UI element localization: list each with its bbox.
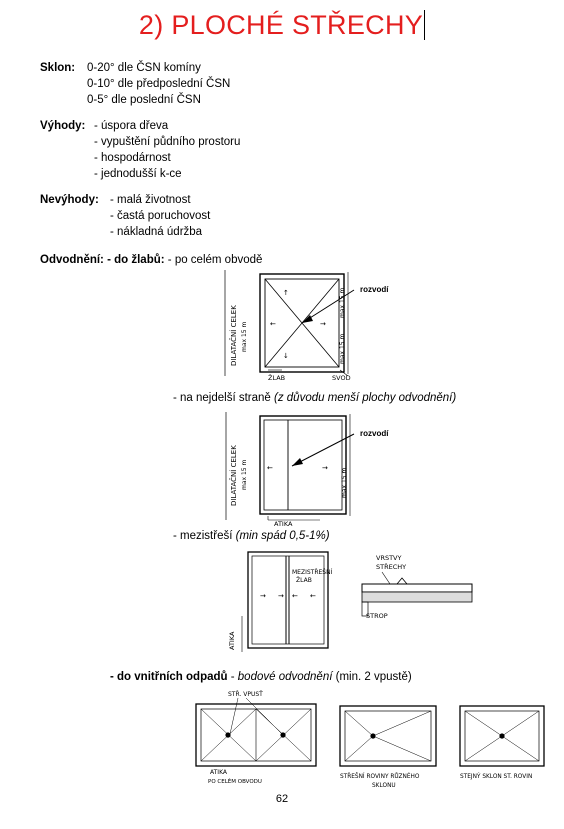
roof-outline: [260, 416, 346, 514]
ridge-line: [373, 736, 431, 761]
strechy-label: STŘECHY: [376, 563, 407, 571]
stejny-sklon-label: STEJNÝ SKLON ST. ROVIN: [460, 774, 533, 780]
vyhody-item-4: - jednodušší k-ce: [94, 168, 182, 180]
arrow-left: ←: [310, 592, 316, 600]
strana-text: - na nejdelší straně: [173, 392, 271, 404]
arrow-right: →: [260, 592, 266, 600]
drain-point: [499, 733, 504, 738]
max-label: max 15 m: [341, 467, 348, 498]
zlab-label: ŽLAB: [268, 374, 286, 382]
po-celem-label: PO CELÉM OBVODU: [208, 779, 262, 785]
arrow-right: →: [320, 320, 326, 328]
odpady-tail: (min. 2 vpustě): [332, 671, 412, 683]
text-cursor: [424, 10, 425, 40]
page-title: [0, 10, 564, 41]
page-title-text: 2) PLOCHÉ STŘECHY: [138, 10, 424, 40]
mezistresi-line: [173, 528, 330, 544]
arrow-right: →: [278, 592, 284, 600]
atika-label: ATIKA: [210, 769, 228, 776]
rozvodi-label: rozvodí: [360, 285, 389, 294]
drain-point: [370, 733, 375, 738]
drain-point: [280, 732, 285, 737]
gutter-section: [397, 578, 407, 584]
odvodneni-obvod: - po celém obvodě: [167, 254, 263, 266]
arrow-left: ←: [267, 464, 273, 472]
diagram-perimeter-drainage: [220, 268, 389, 386]
odpady-bold: - do vnitřních odpadů: [110, 671, 228, 683]
sklon-line-3: 0-5° dle poslední ČSN: [87, 94, 201, 106]
atika-label: ATIKA: [274, 520, 293, 528]
odvodneni-label: Odvodnění:: [40, 254, 104, 266]
rozvodi-label: rozvodí: [360, 429, 389, 438]
page-number: 62: [275, 793, 289, 805]
odvodneni-line: [40, 252, 262, 268]
nevyhody-label: Nevýhody:: [40, 194, 99, 206]
stresni-roviny-label: STŘEŠNÍ ROVINY RŮZNÉHO: [340, 774, 420, 780]
odpady-line: [110, 669, 412, 685]
dilatacni-label: DILATAČNÍ CELEK: [230, 305, 238, 366]
arrow-left: ←: [270, 320, 276, 328]
sklon-line-1: 0-20° dle ČSN komíny: [87, 62, 201, 74]
mezistresi-text: - mezistřeší: [173, 530, 233, 542]
max-label: max 15 m: [241, 321, 248, 352]
strana-note: (z důvodu menší plochy odvodnění): [274, 392, 457, 404]
odvodneni-zlaby: - do žlabů:: [107, 254, 165, 266]
diagram-internal-drains: [190, 686, 560, 790]
mezistresi-note: (min spád 0,5-1%): [235, 530, 330, 542]
pointer-arrowhead: [292, 458, 303, 466]
sklonu-label: SKLONU: [372, 783, 396, 789]
arrow-right: →: [322, 464, 328, 472]
max-label: max 15 m: [339, 287, 346, 318]
odpady-italic: bodové odvodnění: [237, 671, 333, 683]
ridge-line: [373, 711, 431, 736]
vyhody-item-1: - úspora dřeva: [94, 120, 169, 132]
max-label: max 15 m: [339, 333, 346, 364]
vyhody-item-3: - hospodárnost: [94, 152, 171, 164]
sklon-line-2: 0-10° dle předposlední ČSN: [87, 78, 231, 90]
arrow-down: ↓: [283, 352, 289, 360]
nevyhody-item-3: - nákladná údržba: [110, 226, 203, 238]
svod-label: SVOD: [332, 374, 351, 382]
roof-plan-outline: [248, 552, 328, 648]
vyhody-item-2: - vypuštění půdního prostoru: [94, 136, 241, 148]
diagram-longest-side-drainage: [222, 408, 389, 528]
strana-line: [173, 390, 456, 406]
vrstvy-pointer: [382, 572, 390, 584]
nevyhody-item-1: - malá životnost: [110, 194, 191, 206]
drain-point: [225, 732, 230, 737]
sklon-label: Sklon:: [40, 62, 76, 74]
odpady-dash: -: [227, 671, 238, 683]
strop-label: STROP: [366, 612, 388, 620]
roof-deck: [362, 592, 472, 602]
arrow-up: ↑: [283, 289, 289, 297]
atika-label: ATIKA: [228, 631, 236, 650]
arrow-left: ←: [292, 592, 298, 600]
inner-outline: [264, 420, 342, 510]
vrstvy-label: VRSTVY: [376, 554, 402, 562]
vyhody-label: Výhody:: [40, 120, 86, 132]
zlab-label: ŽLAB: [296, 577, 312, 584]
max-label: max 15 m: [241, 459, 248, 490]
str-vpust-label: STŘ. VPUSŤ: [228, 691, 263, 698]
roof-layers: [362, 584, 472, 592]
diagram-mezistresi: [222, 546, 472, 658]
dilatacni-label: DILATAČNÍ CELEK: [230, 445, 238, 506]
mezistresni-label: MEZISTŘEŠNÍ: [292, 569, 333, 576]
nevyhody-item-2: - častá poruchovost: [110, 210, 211, 222]
roof-inner: [345, 711, 431, 761]
ridge-line: [345, 736, 373, 761]
ridge-line: [345, 711, 373, 736]
